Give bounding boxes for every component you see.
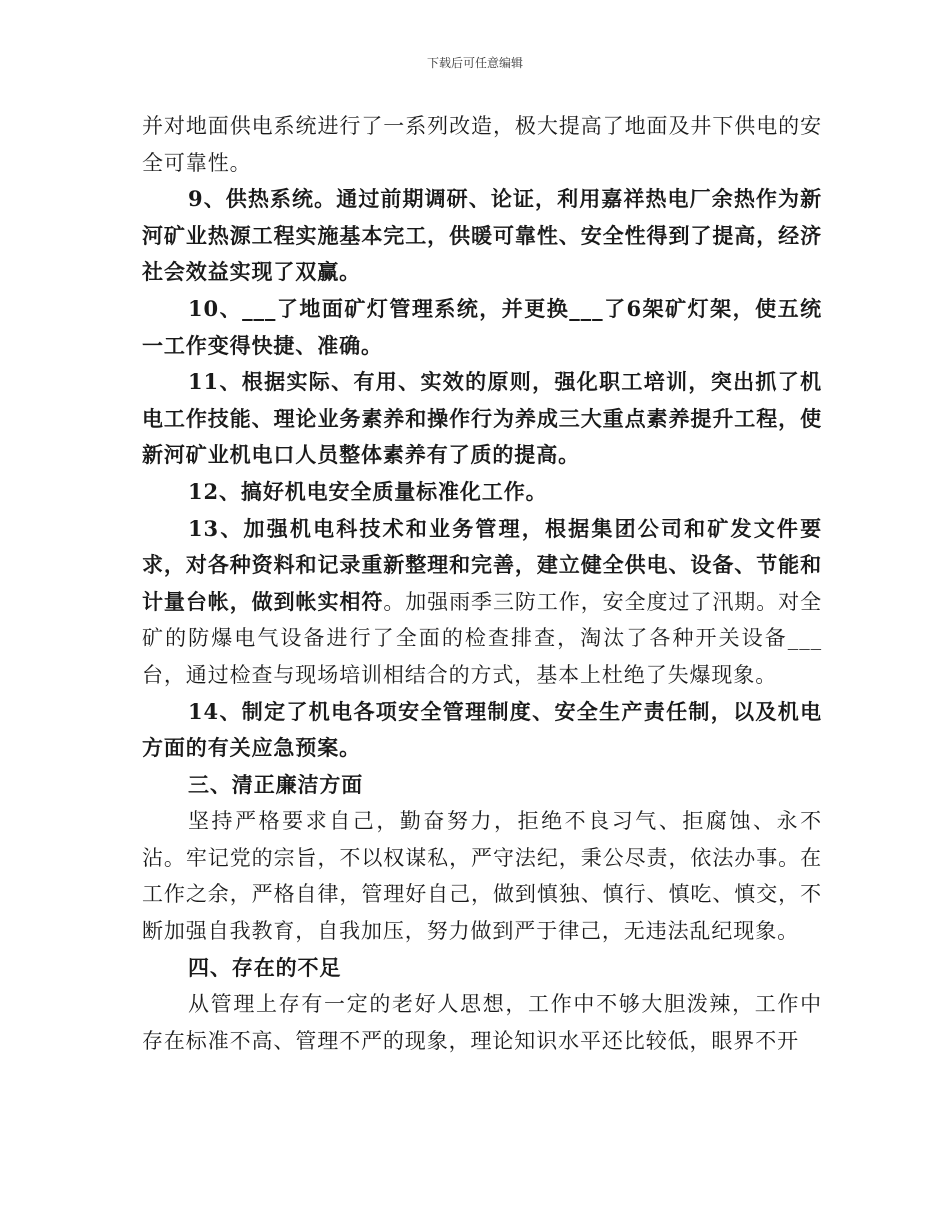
document-body [142, 108, 822, 1059]
paragraph-item-13-normal-part: 。加强雨季三防工作，安全度过了汛期。对全矿的防爆电气设备进行了全面的检查排查，淘汰了各种开关设备___台，通过检查与现场培训相结合的方式，基本上杜绝了失爆现象。 [142, 589, 823, 687]
paragraph-item-13-bold-part: 13、加强机电科技术和业务管理，根据集团公司和矿发文件要求，对各种资料和记录重新整理和完善，建立健全供电、设备、节能和计量台帐，做到帐实相符 [142, 515, 822, 614]
section-heading-shortcomings: 四、存在的不足 [188, 954, 342, 980]
paragraph-item-10-lamp-system: 10、___了地面矿灯管理系统，并更换___了6架矿灯架，使五统一工作变得快捷、准确。 [142, 295, 822, 358]
section-heading-integrity: 三、清正廉洁方面 [188, 771, 364, 797]
page-header: 下载后可任意编辑 [426, 56, 523, 70]
paragraph-item-11-training: 11、根据实际、有用、实效的原则，强化职工培训，突出抓了机电工作技能、理论业务素养和操作行为养成三大重点素养提升工程，使新河矿业机电口人员整体素养有了质的提高。 [142, 369, 822, 468]
paragraph-item-13-management [142, 511, 822, 694]
paragraph-item-14-regulations: 14、制定了机电各项安全管理制度、安全生产责任制，以及机电方面的有关应急预案。 [142, 698, 822, 761]
paragraph-item-12-quality: 12、搞好机电安全质量标准化工作。 [188, 478, 548, 504]
paragraph-power-supply-continuation: 并对地面供电系统进行了一系列改造，极大提高了地面及井下供电的安全可靠性。 [142, 114, 822, 175]
paragraph-item-9-heating: 9、供热系统。通过前期调研、论证，利用嘉祥热电厂余热作为新河矿业热源工程实施基本完工，供暖可靠性、安全性得到了提高，经济社会效益实现了双赢。 [142, 186, 822, 285]
paragraph-integrity-body: 坚持严格要求自己，勤奋努力，拒绝不良习气、拒腐蚀、永不沾。牢记党的宗旨，不以权谋私，严守法纪，秉公尽责，依法办事。在工作之余，严格自律，管理好自己，做到慎独、慎行、慎吃、慎交，不断加强自我教育，自我加压，努力做到严于律己，无违法乱纪现象。 [142, 809, 822, 944]
paragraph-shortcomings-body: 从管理上存有一定的老好人思想，工作中不够大胆泼辣，工作中存在标准不高、管理不严的现象，理论知识水平还比较低，眼界不开 [142, 992, 822, 1053]
